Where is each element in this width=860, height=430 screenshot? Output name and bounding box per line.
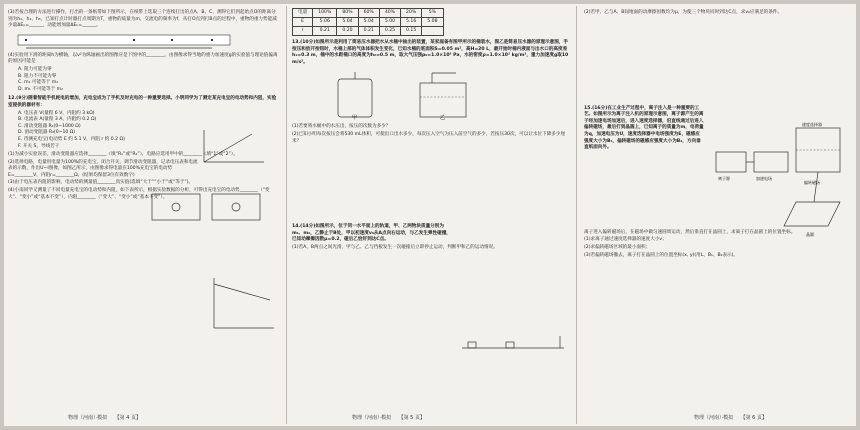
page-footer-4: 物理（河南）·模拟 【第 4 页】: [68, 415, 141, 422]
equipment-b: B. 电流表 A(量程 3 A，内阻约 0.2 Ω): [18, 117, 97, 123]
q12-part1: (1)为减小实验误差，滑动变阻器应选择________（填“R₁”或“R₂”），电路应选用甲中的________（填“1”或“2”）。: [8, 152, 238, 158]
label-ion-source: 离子源: [718, 176, 730, 181]
table-cell: r: [293, 27, 313, 36]
ui-graph: [208, 274, 278, 334]
column-divider: [286, 6, 287, 424]
page-footer-5: 物理（河南）·模拟 【第 5 页】: [352, 415, 425, 422]
table-header-cell: 电量: [293, 9, 313, 18]
table-cell: 5.16: [401, 18, 422, 27]
q15-part1: (1)求离子通过速度选择器的速度大小v；: [584, 237, 667, 243]
table-cell: 5.04: [337, 18, 358, 27]
label-wafer: 晶圆: [806, 232, 814, 237]
track-figure: [460, 332, 566, 354]
ion-implanter-figure: [710, 122, 850, 242]
table-header-cell: 40%: [379, 9, 400, 18]
equipment-c: C. 滑动变阻器 R₁(0~1000 Ω): [18, 123, 81, 129]
table-header-cell: 5%: [422, 9, 443, 18]
table-cell: 0.15: [401, 27, 422, 36]
tape-figure: [14, 31, 234, 51]
equipment-a: A. 电压表 V(量程 6 V，内阻约 3 kΩ): [18, 110, 95, 116]
table-cell: 5.04: [358, 18, 379, 27]
table-header-cell: 60%: [358, 9, 379, 18]
table-cell: 0.20: [337, 27, 358, 36]
figure-label-b: 乙: [440, 115, 446, 122]
answer-space: [584, 18, 852, 106]
table-header-cell: 20%: [401, 9, 422, 18]
label-velocity-selector: 速度选择器: [802, 122, 822, 127]
equipment-e: E. 待测充电宝(电动势 E 约 5.1 V，内阻 r 约 0.2 Ω): [18, 136, 125, 142]
battery-data-table: [292, 8, 444, 36]
answer-space: [292, 146, 570, 224]
exam-sheet: [4, 4, 856, 426]
label-deflection-field: 偏转磁场: [804, 180, 820, 185]
page-5-column: [292, 4, 570, 426]
q12-part3: (3)由于电压表内阻的影响，电动势的测量值________真实值(选填“大于”“小于”或“等于”)。: [8, 180, 194, 186]
column-divider: [576, 6, 577, 424]
q15-part2: (2)求偏转磁场区域的最小面积；: [584, 244, 651, 250]
option-a: A. 阻力可能为零: [18, 66, 52, 72]
water-pump-figure: [332, 69, 482, 121]
q15-title: 15.(16分)在工业生产过程中，离子注入是一种重要的工艺。如图所示为离子注入机的原理示意图，离子源产生的离子经加速电场加速后，进入速度选择器，沿直线通过后进入偏转磁场，最后打到晶圆上，已知离子的质量为m，电荷量为q，加速电压为U，速度选择器中电场强度为E，磁感应强度大小为B₁，偏转磁场的磁感应强度大小为B₂，方向垂直纸面向外。: [584, 105, 704, 151]
table-cell: 0.21: [358, 27, 379, 36]
circuit-figure: [148, 190, 268, 226]
q13-part2: (2)已知小明每次按压会将530 mL体积，可使出口出水多少，每次压入空气为压入前空气的多少，若按压30次，可以让水位下降多少厘米？: [292, 131, 566, 144]
table-header-cell: 100%: [313, 9, 337, 18]
table-header-cell: 80%: [337, 9, 358, 18]
q14-continued: (2)若甲、乙与A、B间地面的动摩擦因数均为μ，为使三个物块同时到达C点，求v₀应满足的条件。: [584, 10, 783, 15]
option-d: D. m₁ 不可能等于 m₂: [18, 86, 63, 92]
figure-label-a: 甲: [352, 115, 358, 122]
table-cell: 0.25: [379, 27, 400, 36]
table-cell: [422, 27, 443, 36]
q11-part3-text: (3)若按合理的方法进行操作，打出的一条纸带如下图所示，在纸带上选取三个连续打出的点A、B、C，测得它们到起始点O的距离分别为h₁、h₂、h₃，已知打点计时器打点周期为T，重物的质量为m，交流电的频率为f，从打O点到打B点的过程中，重物的重力势能减少量ΔEₚ=______，动能增加量ΔEₖ=______。: [8, 10, 277, 29]
graph-figure: [198, 126, 268, 166]
q15-part3: (3)若偏转磁场撤去，离子打在晶圆上的位置坐标(x, y)(用L、B₁、B₂表示)。: [584, 252, 739, 258]
q12-part4: (4)小南同学又测量了不同电量充电宝的电动势和内阻，如下表所示，根据实验数据的分析，可得出充电宝的电动势________（“变大”、“变小”或“基本不变”），内阻________（“变大”、“变小”或“基本不变”）。: [8, 188, 270, 200]
option-b: B. 阻力不可能为零: [18, 73, 57, 79]
table-cell: 0.21: [313, 27, 337, 36]
equipment-f: F. 开关 S，导线若干: [18, 143, 60, 149]
table-cell: 5.00: [379, 18, 400, 27]
equipment-d: D. 滑动变阻器 R₂(0~10 Ω): [18, 130, 76, 136]
q13-title: 13.(10分)如图所示是利用了简易压水器把水从水桶中抽出的装置，某家庭备有图甲所示的桶装水，图乙是简易压水器的原理示意图，手按压和放开按钮时，水桶上部的气体体积发生变化，已知水桶的底面积S=0.05 m²，高H=20 L，最开始时桶内液面与出水口的高度差h₁=0.3 m，桶中的水距桶口的高度为h₂=0.5 m，取大气压强p₀=1.0×10⁵ Pa，水的密度ρ=1.0×10³ kg/m³，重力加速度g取10 m/s²。: [292, 40, 569, 65]
q14-part1: (1)若A、B两点之间光滑，甲与乙、乙与挡板发生一次碰撞后立即停止运动，判断甲和乙的运动情况。: [292, 244, 498, 250]
page-footer-6: 物理（河南）·模拟 【第 6 页】: [694, 415, 767, 422]
q12-part2: (2)选择电路，电量用电量为100%的充电宝，闭合开关，调节滑动变阻器，记录电压表和电流表的示数，作出U−I图像，如图乙所示，由图像求得电量在100%充电宝的电动势E=________V，内阻r=________Ω。(结果均保留3位有效数字): [8, 159, 198, 178]
q13-part1: (1)若要将水桶中的水压出，按压的次数为多少？: [292, 124, 391, 130]
table-cell: E: [293, 18, 313, 27]
q14-title: 14.(14分)如图所示，位于同一水平面上的轨道，甲、乙两物块质量分别为m₁、m₂，乙静止于B处，甲以初速度v₀从A点向右运动，与乙发生弹性碰撞，已知动摩擦因数μ=0.2，碰后乙恰好到达C点。: [292, 224, 451, 243]
q12-title: 12.(9分)随着智能手机耗电的增加，充电宝成为了手机及时充电的一种重要选择。小明同学为了测定某充电宝的电动势和内阻，实验室提供的器材有：: [8, 96, 277, 108]
q15-note: 离子进入偏转磁场后，在磁场中做匀速圆周运动，然后垂直打在晶圆上，求离子打在晶圆上的位置坐标。: [584, 229, 796, 235]
table-cell: 5.08: [422, 18, 443, 27]
option-c: C. m₁ 可能等于 m₂: [18, 80, 59, 86]
page-4-column: [8, 4, 280, 426]
table-cell: 5.06: [313, 18, 337, 27]
label-accel-field: 加速电场: [756, 176, 772, 181]
q11-part4-text: (4)实验用下滑的距离h为横轴，以v²为纵轴画出的图像应是下图中的________，由图像求得当地的重力加速度g的实验值与理论值偏离的原因可能是: [8, 52, 278, 65]
page-6-column: [584, 4, 852, 426]
